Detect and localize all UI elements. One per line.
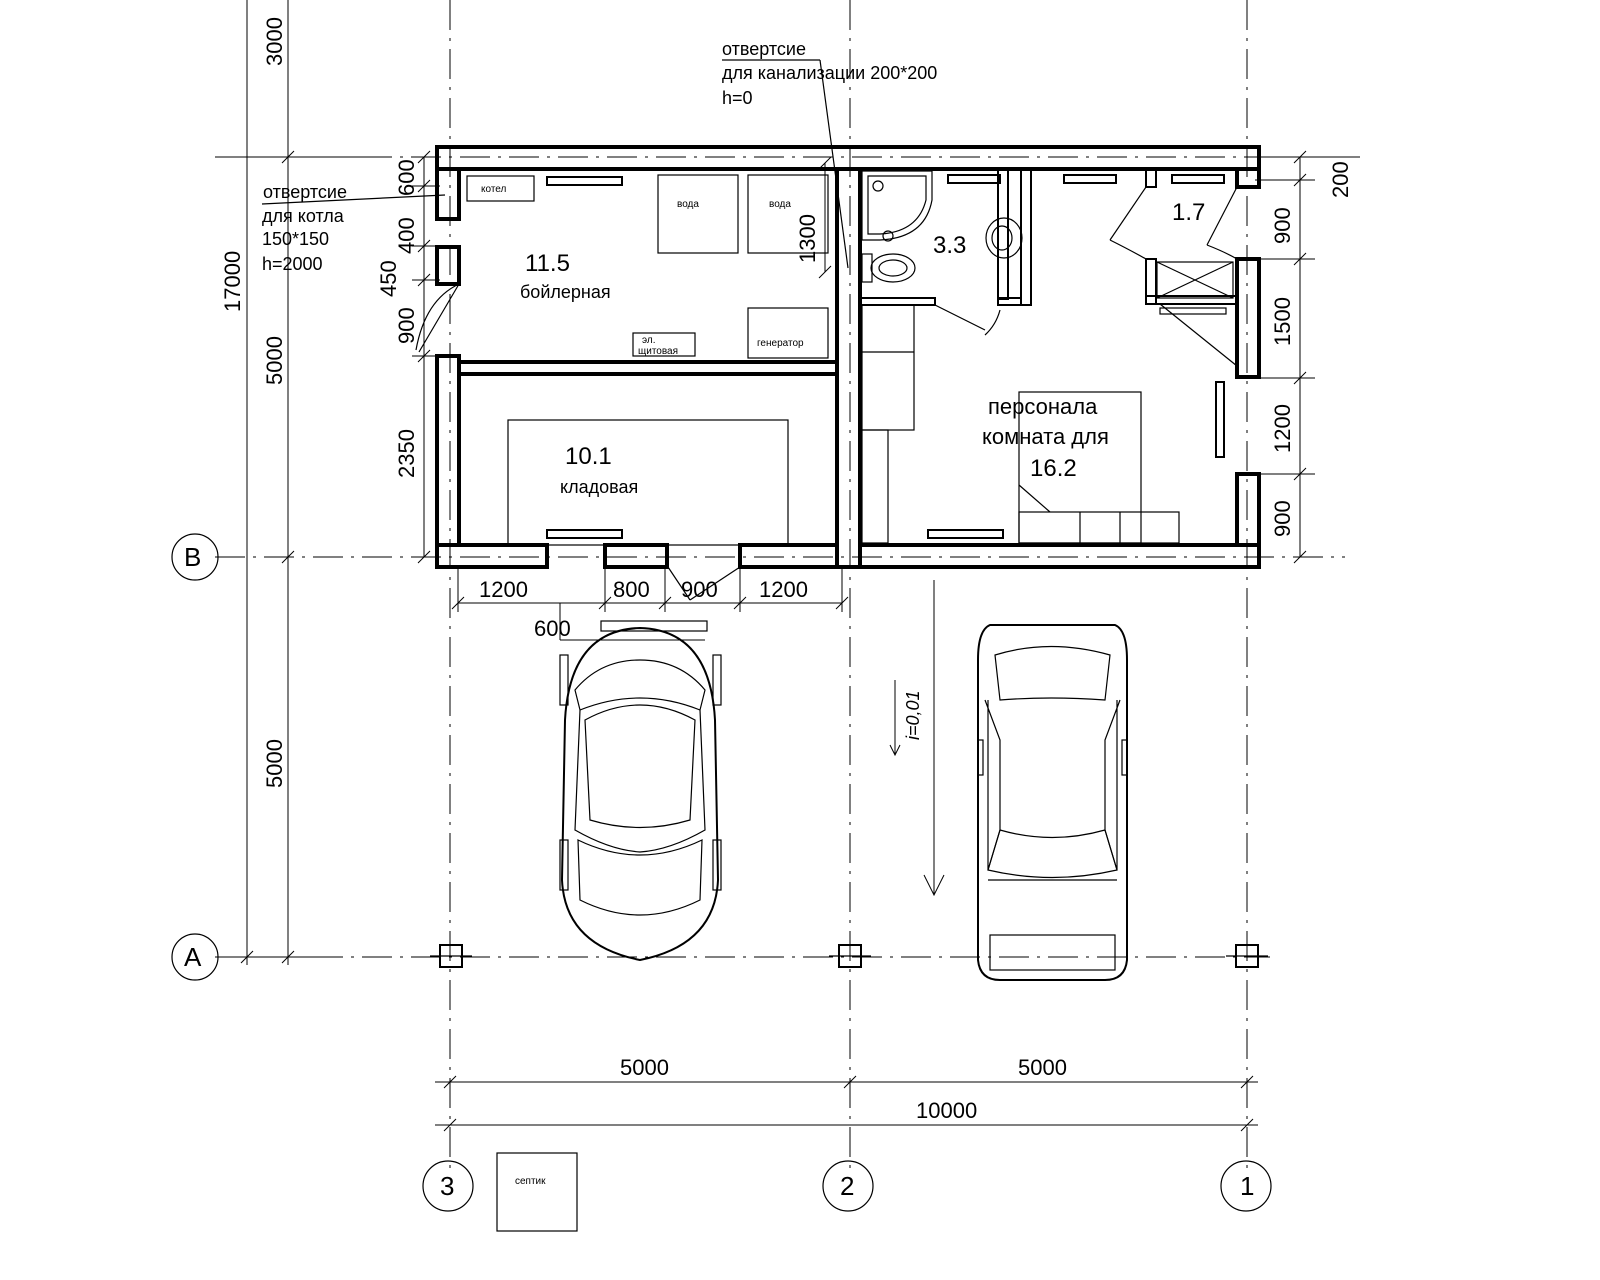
room-area-storage: 10.1: [565, 443, 612, 470]
dim-600: 600: [394, 159, 419, 196]
note-boiler-1: отвертсие: [263, 182, 347, 202]
dim-1200-right: 1200: [1270, 404, 1295, 453]
dim-5000-h1: 5000: [620, 1055, 669, 1080]
water-tank-1: [658, 175, 738, 253]
dim-5000-h2: 5000: [1018, 1055, 1067, 1080]
dim-900-bottom: 900: [681, 577, 718, 602]
room-area-staff: 16.2: [1030, 455, 1077, 482]
label-voda-2: вода: [769, 199, 791, 210]
right-dimension-chain: [819, 151, 1345, 563]
dim-400: 400: [394, 217, 419, 254]
kladovaya-shelving: [508, 420, 788, 545]
label-septic: септик: [515, 1176, 546, 1187]
dim-1300: 1300: [795, 214, 820, 263]
septic-tank: [497, 1153, 577, 1231]
axis-label-1: 1: [1240, 1171, 1255, 1201]
room-area-boiler: 11.5: [525, 250, 570, 277]
label-kotel: котел: [481, 184, 507, 195]
dim-1200-bottom-1: 1200: [479, 577, 528, 602]
room-name-staff-1: персонала: [988, 394, 1098, 419]
doors: [416, 187, 1237, 600]
dim-200: 200: [1328, 161, 1353, 198]
note-boiler-3: 150*150: [262, 229, 330, 249]
note-leaders: [262, 60, 848, 268]
generator-box: [748, 308, 828, 358]
note-boiler-4: h=2000: [262, 254, 323, 274]
dim-3000: 3000: [262, 17, 287, 66]
room-area-bathroom: 3.3: [933, 232, 967, 259]
dim-17000: 17000: [220, 250, 245, 312]
dim-600-bottom: 600: [534, 616, 571, 641]
note-sewer-2: для канализации 200*200: [722, 63, 938, 83]
building-walls: [437, 147, 1259, 567]
dim-5000-left: 5000: [262, 336, 287, 385]
room-labels: [520, 199, 1205, 497]
dim-5000-lower: 5000: [262, 739, 287, 788]
room-name-boiler: бойлерная: [520, 282, 611, 302]
shower-cabin: [862, 171, 932, 240]
left-dimension-chains: [240, 0, 440, 965]
car-right: [978, 625, 1127, 980]
note-sewer-1: отвертсие: [722, 39, 806, 59]
dim-450: 450: [376, 260, 401, 297]
label-generator: генератор: [757, 338, 804, 349]
room-area-shower: 1.7: [1172, 199, 1206, 226]
overall-dimensions: [435, 1076, 1258, 1131]
slope-label: i=0,01: [903, 690, 923, 740]
toilet-bowl: [871, 254, 915, 282]
axis-labels: [184, 542, 1254, 1201]
label-panel-1: эл.: [642, 335, 656, 346]
dim-2350: 2350: [394, 429, 419, 478]
axis-label-2: 2: [840, 1171, 855, 1201]
dim-10000: 10000: [916, 1098, 978, 1123]
axis-label-a: A: [184, 942, 202, 972]
dim-1500: 1500: [1270, 297, 1295, 346]
note-boiler-2: для котла: [262, 206, 344, 226]
car-left: [560, 621, 721, 960]
label-panel-2: щитовая: [638, 346, 679, 357]
column-markers: [430, 945, 1268, 967]
equipment-labels: [481, 184, 804, 1187]
axis-label-3: 3: [440, 1171, 455, 1201]
room-name-storage: кладовая: [560, 477, 639, 497]
axis-label-b: B: [184, 542, 202, 572]
room-name-staff-2: комната для: [982, 424, 1109, 449]
dim-900-right-1: 900: [1270, 207, 1295, 244]
dim-900-left: 900: [394, 307, 419, 344]
label-voda-1: вода: [677, 199, 699, 210]
note-sewer-3: h=0: [722, 88, 753, 108]
dim-900-right-2: 900: [1270, 500, 1295, 537]
dim-800: 800: [613, 577, 650, 602]
dim-1200-bottom-2: 1200: [759, 577, 808, 602]
